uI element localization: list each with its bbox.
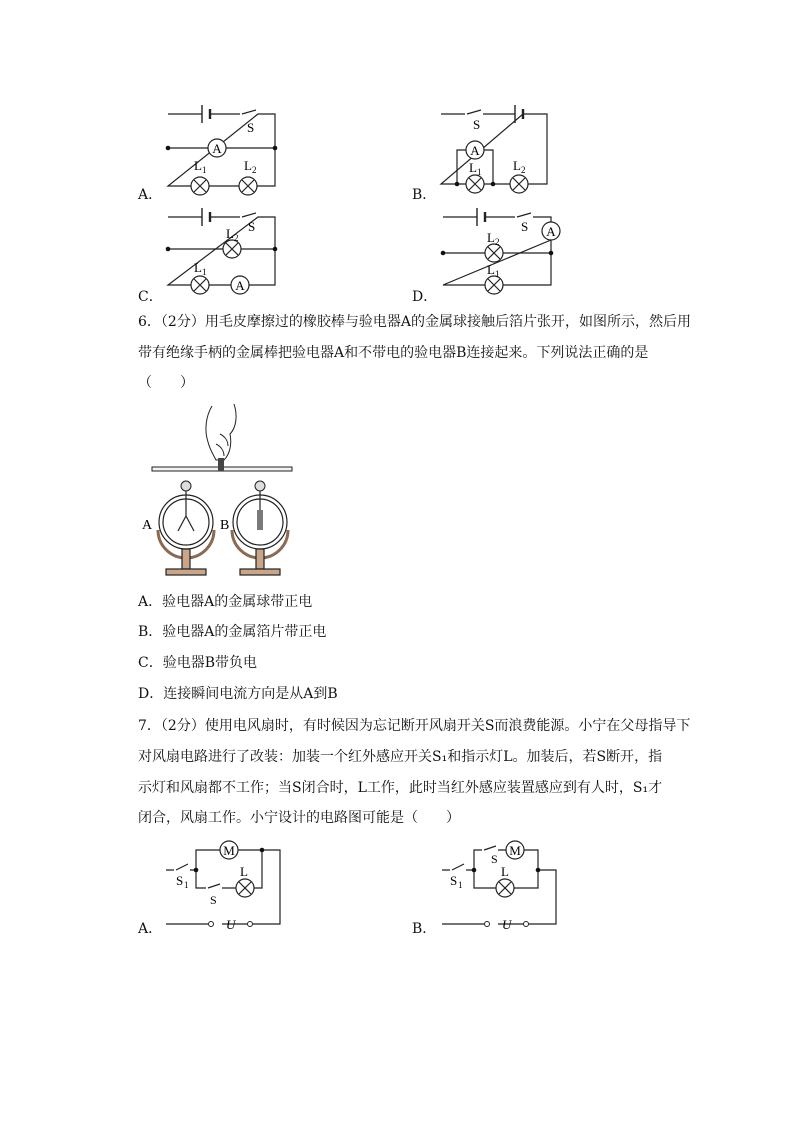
voltage-label: U <box>502 917 512 932</box>
q6-option-a[interactable]: A．验电器A的金属球带正电 <box>138 594 313 610</box>
lamp-l2-label: L <box>226 226 234 241</box>
lamp-l2-label: L <box>244 158 252 173</box>
q6-score: （2分） <box>160 314 205 330</box>
q7-option-b[interactable]: B． <box>412 921 437 937</box>
q5-option-c[interactable]: C． <box>138 289 163 305</box>
q7-stem-line-3: 示灯和风扇都不工作；当S闭合时，L工作，此时当红外感应装置感应到有人时，S₁才 <box>138 780 663 796</box>
q7-option-a[interactable]: A． <box>138 921 163 937</box>
q6-option-c[interactable]: C．验电器B带负电 <box>138 655 257 671</box>
ammeter-symbol-label: A <box>235 278 245 293</box>
q5-option-b[interactable]: B． <box>412 187 437 203</box>
switch-label: S <box>473 117 481 132</box>
lamp-l2-subscript: 2 <box>495 237 500 247</box>
lamp-l2-label: L <box>513 158 521 173</box>
q6-number: 6． <box>138 314 161 330</box>
q7-stem-line-1 <box>138 716 691 736</box>
lamp-l1-subscript: 1 <box>202 267 207 277</box>
switch-s1-subscript: 1 <box>184 880 189 890</box>
lamp-l1-subscript: 1 <box>202 165 207 175</box>
q5-option-d[interactable]: D． <box>412 289 438 305</box>
q7-score: （2分） <box>160 718 205 734</box>
voltage-label: U <box>226 917 236 932</box>
q7-stem-line-4: 闭合，风扇工作。小宁设计的电路图可能是（ ） <box>138 810 460 826</box>
switch-s-label: S <box>210 893 217 907</box>
q7-number: 7． <box>138 718 161 734</box>
lamp-l2-subscript: 2 <box>234 233 239 243</box>
q5-circuit-b <box>435 100 565 200</box>
electroscope-b-label: B <box>220 518 230 533</box>
q6-option-d[interactable]: D．连接瞬间电流方向是从A到B <box>138 686 338 702</box>
lamp-l1-label: L <box>194 260 202 275</box>
q6-stem-line-2: 带有绝缘手柄的金属棒把验电器A和不带电的验电器B连接起来。下列说法正确的是 <box>138 345 649 361</box>
q7-circuit-b <box>434 838 564 930</box>
q5-circuit-a <box>160 100 290 200</box>
ammeter-symbol-label: A <box>470 143 480 158</box>
q6-electroscope-figure <box>140 398 310 583</box>
q7-stem-text-1: 使用电风扇时，有时候因为忘记断开风扇开关S而浪费能源。小宁在父母指导下 <box>204 718 691 734</box>
lamp-label: L <box>501 864 509 879</box>
q5-option-a[interactable]: A． <box>138 187 163 203</box>
q7-stem-line-2: 对风扇电路进行了改装：加装一个红外感应开关S₁和指示灯L。加装后，若S断开，指 <box>138 749 663 765</box>
q6-stem-line-3: （ ） <box>138 375 194 391</box>
q6-stem-text-1: 用毛皮摩擦过的橡胶棒与验电器A的金属球接触后箔片张开，如图所示，然后用 <box>204 314 691 330</box>
switch-s1-subscript: 1 <box>458 880 463 890</box>
switch-s1-label: S <box>176 873 184 888</box>
lamp-l1-subscript: 1 <box>477 167 482 177</box>
switch-label: S <box>247 120 255 135</box>
lamp-l1-label: L <box>469 160 477 175</box>
electroscope-a-label: A <box>142 518 153 533</box>
switch-label: S <box>248 219 256 234</box>
lamp-l1-label: L <box>194 158 202 173</box>
lamp-l2-label: L <box>487 230 495 245</box>
lamp-l1-label: L <box>487 262 495 277</box>
switch-s1-label: S <box>450 873 458 888</box>
switch-s-label: S <box>491 852 498 866</box>
ammeter-symbol-label: A <box>212 141 222 156</box>
motor-label: M <box>509 843 521 858</box>
lamp-l2-subscript: 2 <box>252 165 257 175</box>
lamp-l1-subscript: 1 <box>495 269 500 279</box>
lamp-l2-subscript: 2 <box>521 165 526 175</box>
q5-circuit-c <box>160 205 290 300</box>
switch-label: S <box>521 219 529 234</box>
ammeter-symbol-label: A <box>546 224 556 239</box>
lamp-label: L <box>240 864 248 879</box>
q7-circuit-a <box>158 838 288 930</box>
motor-label: M <box>223 843 235 858</box>
q6-stem-line-1 <box>138 312 691 332</box>
q5-circuit-d <box>437 205 577 300</box>
q6-option-b[interactable]: B．验电器A的金属箔片带正电 <box>138 624 327 640</box>
